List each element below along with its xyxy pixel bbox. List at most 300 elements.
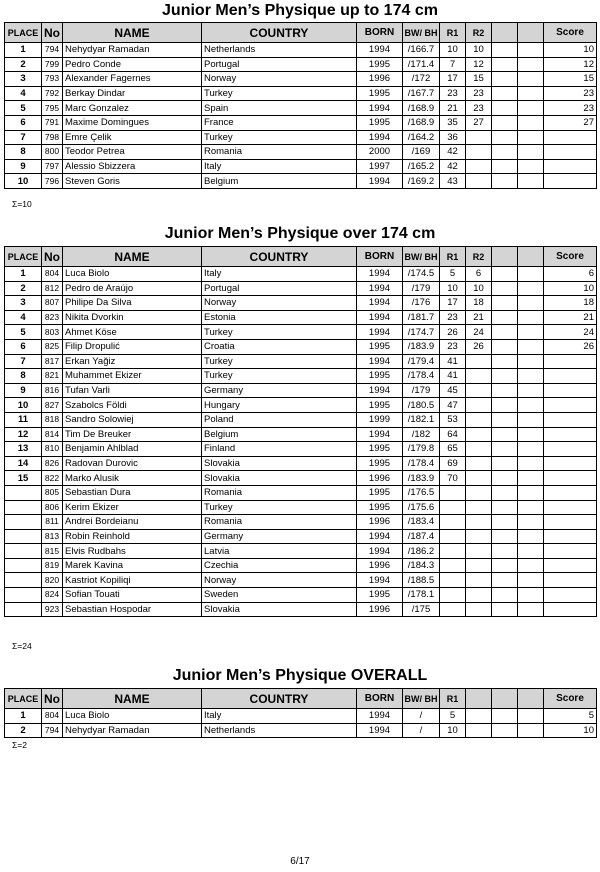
cell-bwbh: /167.7 bbox=[403, 86, 440, 101]
cell-place: 7 bbox=[5, 354, 42, 369]
cell-no: 791 bbox=[42, 115, 63, 130]
cell-no: 812 bbox=[42, 281, 63, 296]
header-row bbox=[5, 23, 597, 43]
table-row bbox=[5, 471, 597, 486]
table-row bbox=[5, 267, 597, 282]
cell-born: 1994 bbox=[357, 573, 403, 588]
cell-r2: 10 bbox=[466, 43, 492, 58]
cell-bwbh: /187.4 bbox=[403, 529, 440, 544]
cell-born: 1994 bbox=[357, 427, 403, 442]
cell-r1: 53 bbox=[440, 412, 466, 427]
cell-born: 1994 bbox=[357, 310, 403, 325]
cell-born: 1995 bbox=[357, 369, 403, 384]
cell-place: 8 bbox=[5, 369, 42, 384]
cell-score: 27 bbox=[544, 115, 597, 130]
cell-no: 798 bbox=[42, 130, 63, 145]
cell-no: 817 bbox=[42, 354, 63, 369]
column-header-blank bbox=[466, 689, 492, 709]
cell-r1: 69 bbox=[440, 456, 466, 471]
cell-r1: 7 bbox=[440, 57, 466, 72]
column-header-no: No bbox=[42, 23, 63, 43]
cell-r1: 41 bbox=[440, 369, 466, 384]
cell-score: 23 bbox=[544, 101, 597, 116]
cell-r2 bbox=[466, 159, 492, 174]
cell-country: Belgium bbox=[202, 427, 357, 442]
cell-no: 807 bbox=[42, 296, 63, 311]
cell-country: Spain bbox=[202, 101, 357, 116]
cell-no: 793 bbox=[42, 72, 63, 87]
cell-blank bbox=[518, 101, 544, 116]
cell-born: 1994 bbox=[357, 544, 403, 559]
cell-score: 6 bbox=[544, 267, 597, 282]
table-row bbox=[5, 529, 597, 544]
cell-blank bbox=[492, 339, 518, 354]
header-row bbox=[5, 247, 597, 267]
cell-score bbox=[544, 383, 597, 398]
section-title: Junior Men’s Physique OVERALL bbox=[172, 667, 428, 684]
cell-score bbox=[544, 427, 597, 442]
cell-country: Romania bbox=[202, 485, 357, 500]
cell-blank bbox=[518, 588, 544, 603]
cell-bwbh: /176.5 bbox=[403, 485, 440, 500]
cell-r2: 24 bbox=[466, 325, 492, 340]
cell-r1: 17 bbox=[440, 72, 466, 87]
cell-r1 bbox=[440, 573, 466, 588]
cell-name: Marko Alusik bbox=[63, 471, 202, 486]
section-title: Junior Men’s Physique over 174 cm bbox=[164, 225, 436, 242]
cell-bwbh: /171.4 bbox=[403, 57, 440, 72]
cell-no: 799 bbox=[42, 57, 63, 72]
cell-born: 1996 bbox=[357, 515, 403, 530]
table-row bbox=[5, 325, 597, 340]
cell-blank bbox=[492, 723, 518, 738]
cell-place bbox=[5, 485, 42, 500]
cell-blank bbox=[518, 602, 544, 617]
cell-no: 814 bbox=[42, 427, 63, 442]
cell-no: 819 bbox=[42, 558, 63, 573]
table-row bbox=[5, 101, 597, 116]
cell-born: 1994 bbox=[357, 325, 403, 340]
column-header-score: Score bbox=[544, 23, 597, 43]
cell-bwbh: /178.4 bbox=[403, 369, 440, 384]
cell-place bbox=[5, 602, 42, 617]
cell-blank bbox=[492, 174, 518, 189]
column-header-name: NAME bbox=[63, 247, 202, 267]
cell-place bbox=[5, 515, 42, 530]
cell-born: 1994 bbox=[357, 130, 403, 145]
cell-place: 2 bbox=[5, 57, 42, 72]
cell-country: Turkey bbox=[202, 130, 357, 145]
cell-bwbh: /165.2 bbox=[403, 159, 440, 174]
cell-r1: 45 bbox=[440, 383, 466, 398]
cell-place bbox=[5, 588, 42, 603]
cell-blank bbox=[518, 573, 544, 588]
cell-born: 1995 bbox=[357, 86, 403, 101]
cell-country: Croatia bbox=[202, 339, 357, 354]
cell-born: 1994 bbox=[357, 267, 403, 282]
column-header-no: No bbox=[42, 689, 63, 709]
cell-born: 1996 bbox=[357, 558, 403, 573]
cell-place: 10 bbox=[5, 174, 42, 189]
cell-blank bbox=[518, 281, 544, 296]
cell-no: 824 bbox=[42, 588, 63, 603]
cell-bwbh: /183.9 bbox=[403, 339, 440, 354]
cell-blank bbox=[492, 354, 518, 369]
cell-blank bbox=[518, 471, 544, 486]
cell-r2 bbox=[466, 130, 492, 145]
cell-blank bbox=[492, 558, 518, 573]
cell-name: Emre Çelik bbox=[63, 130, 202, 145]
cell-score: 10 bbox=[544, 281, 597, 296]
cell-r1 bbox=[440, 602, 466, 617]
cell-blank bbox=[492, 442, 518, 457]
cell-score bbox=[544, 369, 597, 384]
cell-score bbox=[544, 174, 597, 189]
cell-name: Kastriot Kopiliqi bbox=[63, 573, 202, 588]
column-header-bwbh: BW/ BH bbox=[403, 23, 440, 43]
cell-country: Czechia bbox=[202, 558, 357, 573]
cell-bwbh: /183.4 bbox=[403, 515, 440, 530]
table-row bbox=[5, 339, 597, 354]
column-header-r2: R2 bbox=[466, 23, 492, 43]
table-row bbox=[5, 456, 597, 471]
cell-no: 820 bbox=[42, 573, 63, 588]
cell-name: Nikita Dvorkin bbox=[63, 310, 202, 325]
cell-no: 816 bbox=[42, 383, 63, 398]
cell-place: 2 bbox=[5, 723, 42, 738]
cell-blank bbox=[518, 72, 544, 87]
column-header-r1: R1 bbox=[440, 247, 466, 267]
cell-r2 bbox=[466, 354, 492, 369]
cell-score bbox=[544, 573, 597, 588]
cell-place: 1 bbox=[5, 709, 42, 724]
cell-r2: 18 bbox=[466, 296, 492, 311]
cell-name: Teodor Petrea bbox=[63, 145, 202, 160]
cell-blank bbox=[518, 86, 544, 101]
results-table bbox=[4, 688, 597, 738]
cell-name: Muhammet Ekizer bbox=[63, 369, 202, 384]
cell-blank bbox=[518, 159, 544, 174]
cell-born: 1994 bbox=[357, 529, 403, 544]
cell-r1 bbox=[440, 515, 466, 530]
table-row bbox=[5, 573, 597, 588]
column-header-name: NAME bbox=[63, 23, 202, 43]
table-row bbox=[5, 544, 597, 559]
table-row bbox=[5, 57, 597, 72]
cell-score bbox=[544, 442, 597, 457]
column-header-blank bbox=[518, 23, 544, 43]
cell-bwbh: / bbox=[403, 723, 440, 738]
cell-blank bbox=[492, 398, 518, 413]
cell-place: 13 bbox=[5, 442, 42, 457]
cell-no: 825 bbox=[42, 339, 63, 354]
cell-name: Marek Kavina bbox=[63, 558, 202, 573]
cell-r2 bbox=[466, 456, 492, 471]
cell-r2 bbox=[466, 500, 492, 515]
cell-r2 bbox=[466, 145, 492, 160]
cell-blank bbox=[492, 145, 518, 160]
cell-blank bbox=[518, 267, 544, 282]
cell-blank bbox=[518, 485, 544, 500]
cell-country: Belgium bbox=[202, 174, 357, 189]
cell-blank bbox=[518, 369, 544, 384]
cell-bwbh: /180.5 bbox=[403, 398, 440, 413]
cell-born: 1994 bbox=[357, 709, 403, 724]
cell-place: 8 bbox=[5, 145, 42, 160]
cell-no: 923 bbox=[42, 602, 63, 617]
cell-r2 bbox=[466, 427, 492, 442]
cell-born: 1995 bbox=[357, 485, 403, 500]
cell-no: 794 bbox=[42, 43, 63, 58]
table-row bbox=[5, 145, 597, 160]
cell-bwbh: /179 bbox=[403, 281, 440, 296]
table-row bbox=[5, 398, 597, 413]
cell-born: 1994 bbox=[357, 354, 403, 369]
table-row bbox=[5, 412, 597, 427]
cell-r2 bbox=[466, 573, 492, 588]
cell-country: Sweden bbox=[202, 588, 357, 603]
cell-r1: 26 bbox=[440, 325, 466, 340]
cell-score: 15 bbox=[544, 72, 597, 87]
column-header-country: COUNTRY bbox=[202, 689, 357, 709]
cell-name: Alexander Fagernes bbox=[63, 72, 202, 87]
cell-r1 bbox=[440, 544, 466, 559]
table-row bbox=[5, 130, 597, 145]
cell-r1 bbox=[440, 588, 466, 603]
cell-blank bbox=[518, 709, 544, 724]
cell-r2: 27 bbox=[466, 115, 492, 130]
cell-country: Turkey bbox=[202, 354, 357, 369]
cell-no: 823 bbox=[42, 310, 63, 325]
cell-no: 797 bbox=[42, 159, 63, 174]
table-row bbox=[5, 515, 597, 530]
cell-r1: 5 bbox=[440, 709, 466, 724]
table-row bbox=[5, 369, 597, 384]
column-header-place: PLACE bbox=[5, 247, 42, 267]
cell-name: Robin Reinhold bbox=[63, 529, 202, 544]
table-row bbox=[5, 723, 597, 738]
cell-blank bbox=[492, 296, 518, 311]
table-row bbox=[5, 281, 597, 296]
cell-country: Portugal bbox=[202, 281, 357, 296]
cell-country: Norway bbox=[202, 296, 357, 311]
cell-country: Finland bbox=[202, 442, 357, 457]
cell-country: Netherlands bbox=[202, 723, 357, 738]
cell-blank bbox=[492, 515, 518, 530]
cell-r1: 23 bbox=[440, 310, 466, 325]
cell-country: Slovakia bbox=[202, 471, 357, 486]
table-row bbox=[5, 485, 597, 500]
column-header-bwbh: BW/ BH bbox=[403, 247, 440, 267]
table-row bbox=[5, 72, 597, 87]
cell-r1: 42 bbox=[440, 145, 466, 160]
cell-place: 6 bbox=[5, 115, 42, 130]
cell-blank bbox=[492, 369, 518, 384]
cell-r2: 6 bbox=[466, 267, 492, 282]
cell-bwbh: /178.1 bbox=[403, 588, 440, 603]
cell-score bbox=[544, 485, 597, 500]
cell-name: Pedro Conde bbox=[63, 57, 202, 72]
cell-country: Germany bbox=[202, 383, 357, 398]
cell-country: Turkey bbox=[202, 369, 357, 384]
cell-place bbox=[5, 558, 42, 573]
cell-score bbox=[544, 602, 597, 617]
cell-blank bbox=[518, 115, 544, 130]
cell-name: Filip Dropulić bbox=[63, 339, 202, 354]
cell-name: Andrei Bordeianu bbox=[63, 515, 202, 530]
cell-blank bbox=[492, 310, 518, 325]
cell-r1: 41 bbox=[440, 354, 466, 369]
cell-place: 4 bbox=[5, 310, 42, 325]
cell-bwbh: /182 bbox=[403, 427, 440, 442]
cell-name: Maxime Domingues bbox=[63, 115, 202, 130]
cell-no: 803 bbox=[42, 325, 63, 340]
cell-bwbh: /179.8 bbox=[403, 442, 440, 457]
column-header-r1: R1 bbox=[440, 23, 466, 43]
cell-no: 800 bbox=[42, 145, 63, 160]
cell-place: 5 bbox=[5, 101, 42, 116]
cell-country: Norway bbox=[202, 72, 357, 87]
cell-blank bbox=[518, 339, 544, 354]
entry-count: Σ=10 bbox=[12, 199, 32, 209]
cell-score: 10 bbox=[544, 43, 597, 58]
cell-score bbox=[544, 145, 597, 160]
cell-r2 bbox=[466, 398, 492, 413]
cell-bwbh: /188.5 bbox=[403, 573, 440, 588]
cell-r2 bbox=[466, 485, 492, 500]
cell-blank bbox=[492, 709, 518, 724]
cell-country: Hungary bbox=[202, 398, 357, 413]
cell-no: 792 bbox=[42, 86, 63, 101]
cell-blank bbox=[518, 500, 544, 515]
cell-blank bbox=[492, 115, 518, 130]
cell-place: 2 bbox=[5, 281, 42, 296]
cell-country: Norway bbox=[202, 573, 357, 588]
cell-r2 bbox=[466, 709, 492, 724]
column-header-blank bbox=[492, 689, 518, 709]
header-row bbox=[5, 689, 597, 709]
table-row bbox=[5, 558, 597, 573]
cell-born: 1996 bbox=[357, 72, 403, 87]
cell-place bbox=[5, 500, 42, 515]
cell-bwbh: /172 bbox=[403, 72, 440, 87]
table-row bbox=[5, 115, 597, 130]
cell-born: 1994 bbox=[357, 296, 403, 311]
cell-blank bbox=[518, 174, 544, 189]
cell-born: 1995 bbox=[357, 339, 403, 354]
cell-name: Ahmet Köse bbox=[63, 325, 202, 340]
cell-born: 1995 bbox=[357, 500, 403, 515]
cell-bwbh: /176 bbox=[403, 296, 440, 311]
table-row bbox=[5, 159, 597, 174]
cell-country: Slovakia bbox=[202, 456, 357, 471]
cell-no: 795 bbox=[42, 101, 63, 116]
column-header-no: No bbox=[42, 247, 63, 267]
cell-name: Alessio Sbizzera bbox=[63, 159, 202, 174]
cell-name: Berkay Dindar bbox=[63, 86, 202, 101]
cell-country: Latvia bbox=[202, 544, 357, 559]
cell-place: 9 bbox=[5, 383, 42, 398]
cell-no: 806 bbox=[42, 500, 63, 515]
table-row bbox=[5, 174, 597, 189]
column-header-r2: R2 bbox=[466, 247, 492, 267]
cell-r2 bbox=[466, 558, 492, 573]
column-header-score: Score bbox=[544, 689, 597, 709]
cell-bwbh: /169 bbox=[403, 145, 440, 160]
cell-bwbh: /168.9 bbox=[403, 115, 440, 130]
cell-r2 bbox=[466, 471, 492, 486]
cell-r1: 21 bbox=[440, 101, 466, 116]
cell-place: 7 bbox=[5, 130, 42, 145]
cell-r2 bbox=[466, 442, 492, 457]
cell-r1: 36 bbox=[440, 130, 466, 145]
cell-blank bbox=[518, 57, 544, 72]
cell-blank bbox=[492, 383, 518, 398]
cell-born: 1996 bbox=[357, 471, 403, 486]
cell-blank bbox=[492, 602, 518, 617]
cell-score bbox=[544, 354, 597, 369]
cell-born: 1994 bbox=[357, 43, 403, 58]
table-row bbox=[5, 86, 597, 101]
cell-blank bbox=[518, 310, 544, 325]
cell-bwbh: /186.2 bbox=[403, 544, 440, 559]
cell-country: Turkey bbox=[202, 500, 357, 515]
cell-born: 1996 bbox=[357, 602, 403, 617]
cell-name: Nehydyar Ramadan bbox=[63, 43, 202, 58]
cell-r1 bbox=[440, 485, 466, 500]
cell-no: 822 bbox=[42, 471, 63, 486]
cell-r1: 43 bbox=[440, 174, 466, 189]
cell-country: Turkey bbox=[202, 325, 357, 340]
cell-r2 bbox=[466, 544, 492, 559]
cell-blank bbox=[518, 723, 544, 738]
cell-bwbh: /164.2 bbox=[403, 130, 440, 145]
cell-blank bbox=[518, 515, 544, 530]
cell-name: Tim De Breuker bbox=[63, 427, 202, 442]
cell-blank bbox=[492, 412, 518, 427]
cell-bwbh: /179.4 bbox=[403, 354, 440, 369]
column-header-bwbh: BW/ BH bbox=[403, 689, 440, 709]
cell-bwbh: /183.9 bbox=[403, 471, 440, 486]
cell-score bbox=[544, 558, 597, 573]
cell-place bbox=[5, 529, 42, 544]
column-header-r1: R1 bbox=[440, 689, 466, 709]
cell-name: Sandro Solowiej bbox=[63, 412, 202, 427]
cell-country: Slovakia bbox=[202, 602, 357, 617]
cell-score bbox=[544, 588, 597, 603]
cell-bwbh: / bbox=[403, 709, 440, 724]
cell-score bbox=[544, 456, 597, 471]
cell-name: Elvis Rudbahs bbox=[63, 544, 202, 559]
cell-blank bbox=[492, 500, 518, 515]
cell-blank bbox=[518, 529, 544, 544]
cell-born: 1994 bbox=[357, 174, 403, 189]
cell-blank bbox=[492, 529, 518, 544]
cell-born: 1995 bbox=[357, 588, 403, 603]
cell-blank bbox=[518, 43, 544, 58]
cell-name: Radovan Durovic bbox=[63, 456, 202, 471]
cell-place: 11 bbox=[5, 412, 42, 427]
cell-born: 1995 bbox=[357, 456, 403, 471]
cell-r2: 21 bbox=[466, 310, 492, 325]
cell-name: Tufan Varli bbox=[63, 383, 202, 398]
cell-blank bbox=[492, 427, 518, 442]
cell-name: Steven Goris bbox=[63, 174, 202, 189]
cell-blank bbox=[518, 398, 544, 413]
cell-country: Italy bbox=[202, 159, 357, 174]
column-header-country: COUNTRY bbox=[202, 247, 357, 267]
cell-place: 9 bbox=[5, 159, 42, 174]
